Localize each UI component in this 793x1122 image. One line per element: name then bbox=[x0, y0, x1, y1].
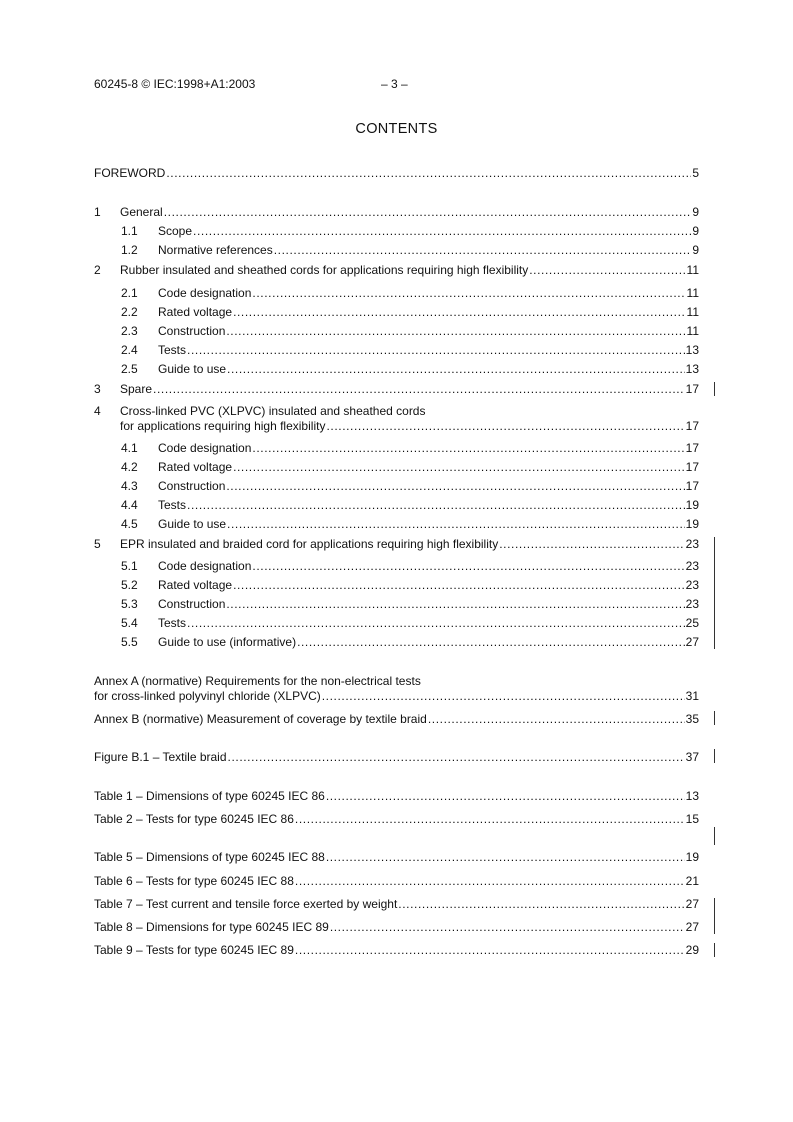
toc-entry-page: 25 bbox=[685, 616, 699, 630]
dot-leader bbox=[499, 536, 684, 552]
toc-entry-page: 23 bbox=[685, 537, 699, 551]
dot-leader bbox=[326, 788, 685, 804]
toc-entry[interactable] bbox=[121, 342, 699, 358]
page-number: – 3 – bbox=[381, 77, 408, 91]
toc-entry-number: 4 bbox=[94, 404, 101, 418]
toc-entry-title: Tests bbox=[158, 343, 187, 357]
dot-leader bbox=[187, 342, 685, 358]
toc-entry-page: 17 bbox=[685, 479, 699, 493]
document-reference: 60245-8 © IEC:1998+A1:2003 bbox=[94, 77, 256, 91]
toc-entry[interactable] bbox=[121, 459, 699, 475]
toc-entry-title: Tests bbox=[158, 616, 187, 630]
toc-entry-title: Code designation bbox=[158, 286, 252, 300]
toc-entry-title: Table 9 – Tests for type 60245 IEC 89 bbox=[94, 943, 294, 957]
toc-entry-number: 4.3 bbox=[121, 479, 138, 493]
dot-leader bbox=[297, 634, 685, 650]
change-bar bbox=[714, 711, 715, 725]
toc-entry-title: Rated voltage bbox=[158, 305, 233, 319]
dot-leader bbox=[295, 942, 685, 958]
dot-leader bbox=[274, 242, 692, 258]
dot-leader bbox=[187, 615, 685, 631]
toc-entry-title-continued: for applications requiring high flexibility bbox=[120, 419, 326, 433]
change-bar bbox=[714, 898, 715, 934]
toc-entry-page: 29 bbox=[685, 943, 699, 957]
change-bar bbox=[714, 943, 715, 957]
dot-leader bbox=[164, 204, 692, 220]
toc-entry-page: 23 bbox=[685, 597, 699, 611]
toc-entry-number: 4.5 bbox=[121, 517, 138, 531]
toc-entry-title: Table 6 – Tests for type 60245 IEC 88 bbox=[94, 874, 294, 888]
toc-entry-page: 11 bbox=[686, 286, 699, 300]
dot-leader bbox=[326, 418, 684, 434]
toc-entry-page: 31 bbox=[685, 689, 699, 703]
dot-leader bbox=[398, 896, 684, 912]
toc-entry[interactable] bbox=[94, 204, 699, 220]
toc-entry-number: 5.4 bbox=[121, 616, 138, 630]
dot-leader bbox=[326, 849, 685, 865]
dot-leader bbox=[295, 873, 685, 889]
dot-leader bbox=[153, 381, 685, 397]
toc-entry-title: Construction bbox=[158, 479, 226, 493]
toc-entry-page: 21 bbox=[685, 874, 699, 888]
toc-entry[interactable] bbox=[94, 873, 699, 889]
toc-entry[interactable] bbox=[121, 558, 699, 574]
toc-entry-title: Rated voltage bbox=[158, 460, 233, 474]
toc-entry-page: 35 bbox=[685, 712, 699, 726]
toc-entry-page: 11 bbox=[686, 263, 699, 277]
toc-entry-title: Guide to use bbox=[158, 362, 227, 376]
toc-entry-page: 19 bbox=[685, 517, 699, 531]
toc-entry-page: 19 bbox=[685, 498, 699, 512]
toc-entry[interactable] bbox=[94, 811, 699, 827]
toc-entry[interactable] bbox=[121, 304, 699, 320]
toc-entry-title: Code designation bbox=[158, 441, 252, 455]
toc-entry-number: 3 bbox=[94, 382, 101, 396]
toc-entry[interactable] bbox=[121, 478, 699, 494]
toc-entry-first-line bbox=[94, 673, 421, 689]
change-bar bbox=[714, 382, 715, 396]
toc-entry-page: 11 bbox=[686, 324, 699, 338]
toc-entry[interactable] bbox=[121, 615, 699, 631]
dot-leader bbox=[252, 440, 684, 456]
toc-entry-number: 5 bbox=[94, 537, 101, 551]
toc-entry[interactable] bbox=[94, 788, 699, 804]
toc-entry-number: 5.5 bbox=[121, 635, 138, 649]
toc-entry-page: 9 bbox=[692, 224, 699, 238]
toc-entry[interactable] bbox=[121, 440, 699, 456]
toc-entry-title: Annex A (normative) Requirements for the non-electrical tests bbox=[94, 674, 421, 688]
page-title: CONTENTS bbox=[355, 121, 438, 137]
toc-entry[interactable] bbox=[94, 536, 699, 552]
dot-leader bbox=[233, 577, 685, 593]
toc-entry-title: Rated voltage bbox=[158, 578, 233, 592]
toc-entry-page: 9 bbox=[692, 243, 699, 257]
toc-entry-number: 2.5 bbox=[121, 362, 138, 376]
toc-entry-number: 2.2 bbox=[121, 305, 138, 319]
toc-entry-number: 2.1 bbox=[121, 286, 138, 300]
toc-entry-page: 13 bbox=[685, 789, 699, 803]
toc-entry-title: EPR insulated and braided cord for applications requiring high flexibility bbox=[120, 537, 499, 551]
toc-entry-title: Figure B.1 – Textile braid bbox=[94, 750, 227, 764]
toc-entry-page: 19 bbox=[685, 850, 699, 864]
toc-entry-title: Table 1 – Dimensions of type 60245 IEC 86 bbox=[94, 789, 325, 803]
toc-entry-page: 17 bbox=[685, 441, 699, 455]
toc-entry-number: 1 bbox=[94, 205, 101, 219]
toc-entry[interactable] bbox=[94, 896, 699, 912]
toc-entry-number: 5.1 bbox=[121, 559, 138, 573]
toc-entry-page: 17 bbox=[685, 460, 699, 474]
dot-leader bbox=[233, 304, 685, 320]
toc-entry-page: 13 bbox=[685, 343, 699, 357]
dot-leader bbox=[187, 497, 685, 513]
toc-entry[interactable] bbox=[94, 165, 699, 181]
toc-entry[interactable] bbox=[121, 223, 699, 239]
toc-entry-title: Spare bbox=[120, 382, 153, 396]
toc-entry[interactable] bbox=[94, 262, 699, 278]
change-bar bbox=[714, 749, 715, 763]
toc-entry-title: Cross-linked PVC (XLPVC) insulated and sheathed cords bbox=[120, 404, 426, 418]
toc-entry[interactable] bbox=[94, 942, 699, 958]
toc-entry[interactable] bbox=[121, 361, 699, 377]
dot-leader bbox=[226, 478, 684, 494]
dot-leader bbox=[226, 596, 684, 612]
toc-entry[interactable] bbox=[94, 849, 699, 865]
toc-entry-title: Table 8 – Dimensions for type 60245 IEC 89 bbox=[94, 920, 329, 934]
toc-entry-page: 27 bbox=[685, 920, 699, 934]
toc-entry-page: 23 bbox=[685, 578, 699, 592]
toc-entry-title: Normative references bbox=[158, 243, 273, 257]
toc-entry-title: Annex B (normative) Measurement of coverage by textile braid bbox=[94, 712, 427, 726]
toc-entry[interactable] bbox=[121, 497, 699, 513]
toc-entry-first-line bbox=[94, 403, 425, 419]
dot-leader bbox=[193, 223, 691, 239]
toc-entry[interactable] bbox=[94, 919, 699, 935]
dot-leader bbox=[227, 516, 685, 532]
toc-entry-title: Construction bbox=[158, 597, 226, 611]
dot-leader bbox=[252, 285, 685, 301]
toc-entry-number: 4.4 bbox=[121, 498, 138, 512]
toc-entry[interactable] bbox=[94, 381, 699, 397]
toc-entry[interactable] bbox=[121, 323, 699, 339]
toc-entry-number: 2.3 bbox=[121, 324, 138, 338]
toc-entry-title: Scope bbox=[158, 224, 193, 238]
dot-leader bbox=[227, 361, 685, 377]
toc-entry-number: 4.1 bbox=[121, 441, 138, 455]
dot-leader bbox=[295, 811, 685, 827]
toc-entry-title: Table 2 – Tests for type 60245 IEC 86 bbox=[94, 812, 294, 826]
toc-entry-title: Construction bbox=[158, 324, 226, 338]
toc-entry[interactable] bbox=[121, 634, 699, 650]
toc-entry-page: 23 bbox=[685, 559, 699, 573]
toc-entry-page: 37 bbox=[685, 750, 699, 764]
toc-entry-page: 27 bbox=[685, 897, 699, 911]
toc-entry[interactable] bbox=[94, 749, 699, 765]
toc-entry[interactable] bbox=[121, 242, 699, 258]
toc-entry-number: 1.2 bbox=[121, 243, 138, 257]
dot-leader bbox=[166, 165, 691, 181]
toc-entry-title: Guide to use bbox=[158, 517, 227, 531]
toc-entry-number: 2 bbox=[94, 263, 101, 277]
dot-leader bbox=[428, 711, 685, 727]
dot-leader bbox=[330, 919, 685, 935]
toc-entry-number: 2.4 bbox=[121, 343, 138, 357]
toc-entry[interactable] bbox=[121, 596, 699, 612]
toc-entry-page: 15 bbox=[685, 812, 699, 826]
toc-entry-page: 17 bbox=[685, 382, 699, 396]
toc-entry[interactable] bbox=[121, 516, 699, 532]
toc-entry-number: 5.3 bbox=[121, 597, 138, 611]
toc-entry-title: Rubber insulated and sheathed cords for applications requiring high flexibility bbox=[120, 263, 529, 277]
dot-leader bbox=[252, 558, 684, 574]
toc-entry-page: 5 bbox=[692, 166, 699, 180]
toc-entry[interactable] bbox=[121, 577, 699, 593]
toc-entry-title: Code designation bbox=[158, 559, 252, 573]
dot-leader bbox=[529, 262, 685, 278]
change-bar bbox=[714, 537, 715, 649]
toc-entry-title: General bbox=[120, 205, 163, 219]
dot-leader bbox=[322, 688, 685, 704]
dot-leader bbox=[226, 323, 685, 339]
toc-entry[interactable] bbox=[94, 418, 699, 434]
toc-entry-title-continued: for cross-linked polyvinyl chloride (XLPVC) bbox=[94, 689, 321, 703]
toc-entry-page: 27 bbox=[685, 635, 699, 649]
toc-entry-title: Tests bbox=[158, 498, 187, 512]
toc-entry-page: 11 bbox=[686, 305, 699, 319]
toc-entry-page: 17 bbox=[685, 419, 699, 433]
toc-entry[interactable] bbox=[94, 688, 699, 704]
dot-leader bbox=[233, 459, 685, 475]
toc-entry-number: 5.2 bbox=[121, 578, 138, 592]
toc-entry-title: Table 5 – Dimensions of type 60245 IEC 88 bbox=[94, 850, 325, 864]
toc-entry-page: 9 bbox=[692, 205, 699, 219]
toc-entry-title: FOREWORD bbox=[94, 166, 166, 180]
toc-entry[interactable] bbox=[121, 285, 699, 301]
toc-entry-page: 13 bbox=[685, 362, 699, 376]
toc-entry[interactable] bbox=[94, 711, 699, 727]
toc-entry-title: Guide to use (informative) bbox=[158, 635, 297, 649]
change-bar bbox=[714, 827, 715, 845]
toc-entry-number: 1.1 bbox=[121, 224, 138, 238]
dot-leader bbox=[228, 749, 685, 765]
toc-entry-title: Table 7 – Test current and tensile force exerted by weight bbox=[94, 897, 398, 911]
toc-entry-number: 4.2 bbox=[121, 460, 138, 474]
